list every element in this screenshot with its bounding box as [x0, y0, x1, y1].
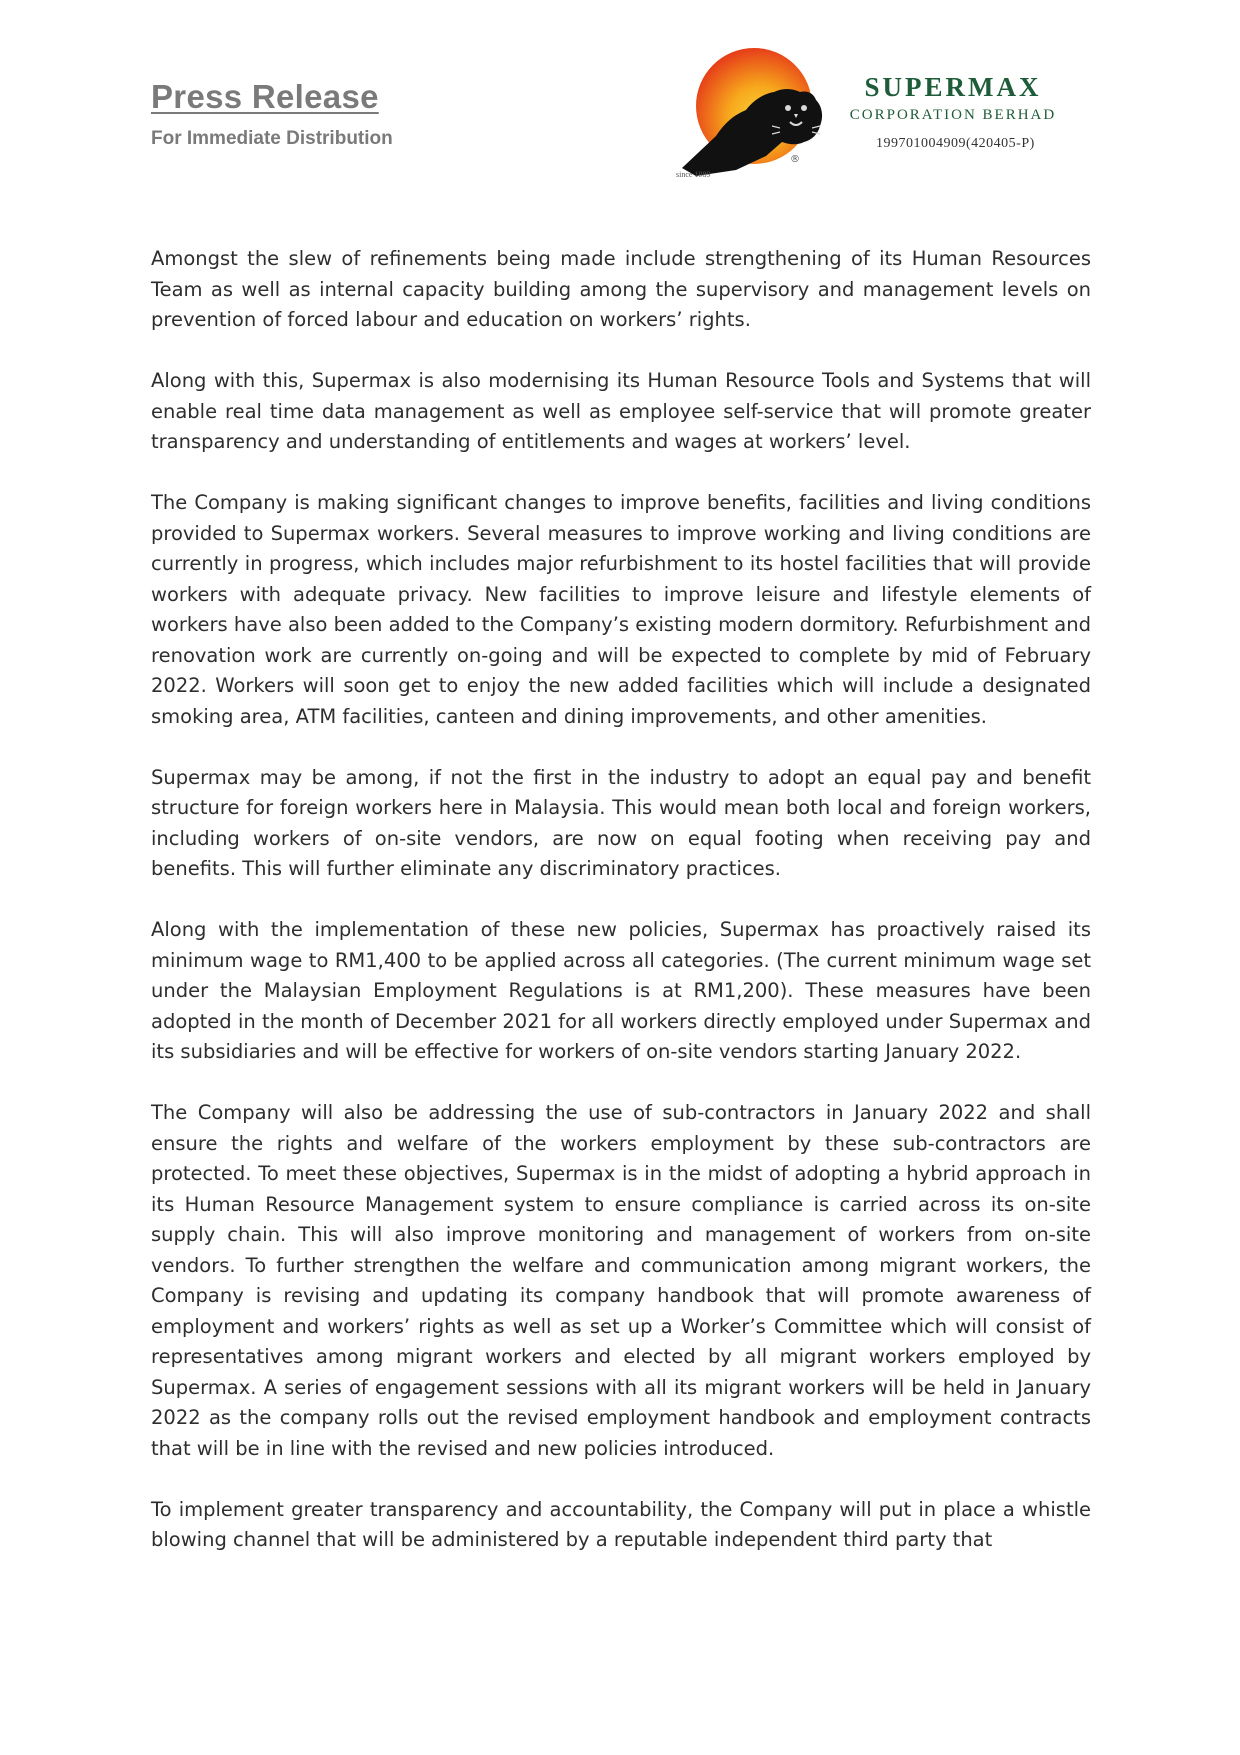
page-subtitle: For Immediate Distribution — [151, 128, 393, 149]
paragraph-sub-contractors: The Company will also be addressing the use of sub-contractors in January 2022 and shall ensure the rights and welfare of the workers employment by these sub-contractors are protected. To meet these objectives, Supermax is in the midst of adopting a hybrid approach in its Human Resource Management system to ensure compliance is carried across its on-site supply chain. This will also improve monitoring and management of workers from on-site vendors. To further strengthen the welfare and communication among migrant workers, the Company is revising and updating its company handbook that will promote awareness of employment and workers’ rights as well as set up a Worker’s Committee which will consist of representatives among migrant workers and elected by all migrant workers employed by Supermax. A series of engagement sessions with all its migrant workers will be held in January 2022 as the company rolls out the revised employment handbook and employment contracts that will be in line with the revised and new policies introduced. — [151, 1101, 1091, 1460]
paragraph-hr-tools: Along with this, Supermax is also modernising its Human Resource Tools and Systems that will enable real time data management as well as employee self-service that will promote greater transparency and understanding of entitlements and wages at workers’ level. — [151, 369, 1091, 453]
brand-block — [828, 72, 1078, 124]
brand-name: SUPERMAX — [864, 72, 1042, 102]
brand-subtitle: CORPORATION BERHAD — [849, 107, 1057, 123]
since-year-label: since 1989 — [676, 170, 711, 179]
company-registration-number: 199701004909(420405-P) — [876, 136, 1035, 151]
panther-sun-icon — [676, 44, 826, 184]
registered-mark: ® — [790, 154, 800, 165]
paragraph-equal-pay: Supermax may be among, if not the first in the industry to adopt an equal pay and benefit structure for foreign workers here in Malaysia. This would mean both local and foreign workers, including workers of on-site vendors, are now on equal footing when receiving pay and benefits. This will further eliminate any discriminatory practices. — [151, 765, 1091, 880]
press-header — [151, 78, 393, 150]
press-body — [151, 244, 1091, 1586]
paragraph-minimum-wage: Along with the implementation of these new policies, Supermax has proactively raised its minimum wage to RM1,400 to be applied across all categories. (The current minimum wage set under the Malaysian Employment Regulations is at RM1,200). These measures have been adopted in the month of December 2021 for all workers directly employed under Supermax and its subsidiaries and will be effective for workers of on-site vendors starting January 2022. — [151, 918, 1091, 1063]
paragraph-facilities: The Company is making significant changes to improve benefits, facilities and living conditions provided to Supermax workers. Several measures to improve working and living conditions are currently in progress, which includes major refurbishment to its hostel facilities that will provide workers with adequate privacy. New facilities to improve leisure and lifestyle elements of workers have also been added to the Company’s existing modern dormitory. Refurbishment and renovation work are currently on-going and will be expected to complete by mid of February 2022. Workers will soon get to enjoy the new added facilities which will include a designated smoking area, ATM facilities, canteen and dining improvements, and other amenities. — [151, 491, 1091, 728]
page-title: Press Release — [151, 78, 379, 115]
company-logo — [676, 44, 1096, 184]
paragraph-hr-team: Amongst the slew of refinements being made include strengthening of its Human Resources Team as well as internal capacity building among the supervisory and management levels on prevention of forced labour and education on workers’ rights. — [151, 247, 1091, 331]
paragraph-whistle-blowing: To implement greater transparency and accountability, the Company will put in place a whistle blowing channel that will be administered by a reputable independent third party that — [151, 1497, 1091, 1551]
